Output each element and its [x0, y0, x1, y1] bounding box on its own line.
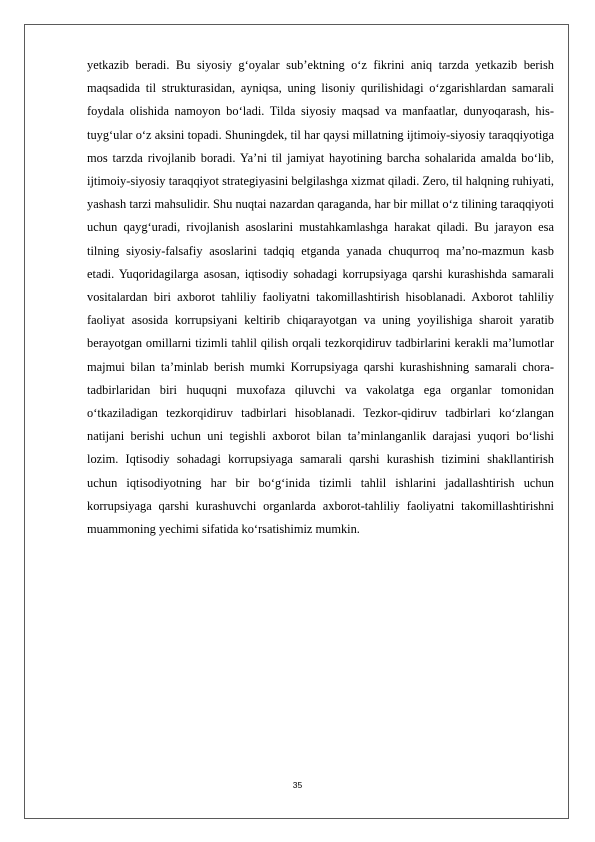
- body-paragraph: yetkazib beradi. Bu siyosiy gʻoyalar subʼektning oʻz fikrini aniq tarzda yetkazib berish maqsadida til strukturasidan, ayniqsa, uning lisoniy qurilishidagi oʻzgarishlardan samarali foydala olishida namoyon boʻladi. Tilda siyosiy maqsad va manfaatlar, dunyoqarash, his-tuygʻular oʻz aksini topadi. Shuningdek, til har qaysi millatning ijtimoiy-siyosiy taraqqiyotiga mos tarzda rivojlanib boradi. Yaʼni til jamiyat hayotining barcha sohalarida amalda boʻlib, ijtimoiy-siyosiy taraqqiyot strategiyasini belgilashga xizmat qiladi. Zero, til halqning ruhiyati, yashash tarzi mahsulidir. Shu nuqtai nazardan qaraganda, har bir millat oʻz tilining taraqqiyoti uchun qaygʻuradi, rivojlanish asoslarini mustahkamlashga harakat qiladi. Bu jarayon esa tilning siyosiy-falsafiy asoslarini tadqiq etganda yanada chuqurroq maʼno-mazmun kasb etadi. Yuqoridagilarga asosan, iqtisodiy sohadagi korrupsiyaga qarshi kurashishda samarali vositalardan biri axborot tahliliy faoliyatni takomillashtirish hisoblanadi. Axborot tahliliy faoliyat asosida korrupsiyani keltirib chiqarayotgan va uning yoyilishiga sharoit yaratib berayotgan omillarni tizimli tahlil qilish orqali tezkorqidiruv tadbirlarini kerakli maʼlumotlar majmui bilan taʼminlab berish mumki Korrupsiyaga qarshi kurashishning samarali chora-tadbirlaridan biri huquqni muxofaza qiluvchi va vakolatga ega organlar tomonidan o‘tkaziladigan tezkorqidiruv tadbirlari hisoblanadi. Tezkor-qidiruv tadbirlari ko‘zlangan natijani berishi uchun uni tegishli axborot bilan taʼminlanganlik darajasi yuqori bo‘lishi lozim. Iqtisodiy sohadagi korrupsiyaga samarali qarshi kurashish tizimini shakllantirish uchun iqtisodiyotning har bir bo‘g‘inida tizimli tahlil ishlarini jadallashtirish uchun korrupsiyaga qarshi kurashuvchi organlarda axborot-tahliliy faoliyatni takomillashtirishni muammoning yechimi sifatida ko‘rsatishimiz mumkin.: [87, 58, 554, 537]
- page-number: 35: [292, 780, 303, 790]
